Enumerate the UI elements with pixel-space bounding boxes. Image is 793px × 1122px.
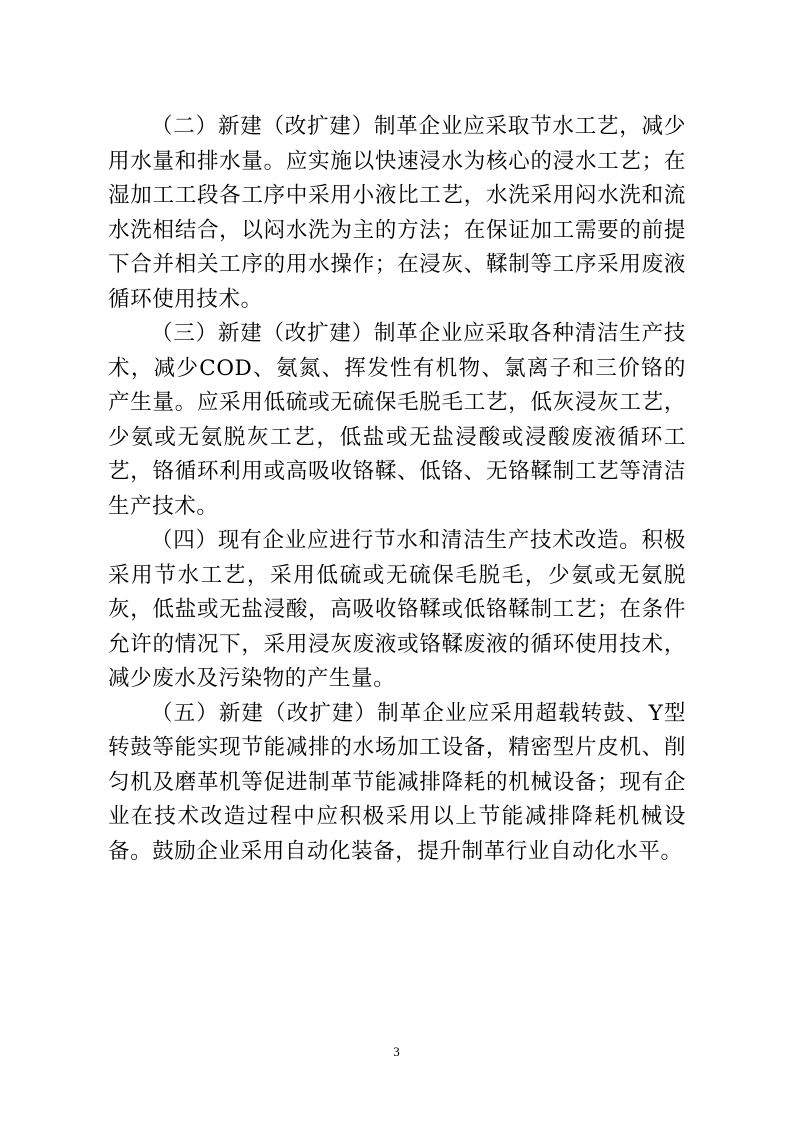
paragraph-2: （二）新建（改扩建）制革企业应采取节水工艺，减少用水量和排水量。应实施以快速浸水为核心的浸水工艺；在湿加工工段各工序中采用小液比工艺，水洗采用闷水洗和流水洗相结合，以闷水洗为主的方法；在保证加工需要的前提下合并相关工序的用水操作；在浸灰、鞣制等工序采用废液循环使用技术。 <box>108 114 686 312</box>
paragraph-5: （五）新建（改扩建）制革企业应采用超载转鼓、Y型转鼓等能实现节能减排的水场加工设备，精密型片皮机、削匀机及磨革机等促进制革节能减排降耗的机械设备；现有企业在技术改造过程中应积极采用以上节能减排降耗机械设备。鼓励企业采用自动化装备，提升制革行业自动化水平。 <box>108 700 686 864</box>
page-number: 3 <box>393 1044 400 1059</box>
document-body <box>108 110 686 869</box>
paragraph-4: （四）现有企业应进行节水和清洁生产技术改造。积极采用节水工艺，采用低硫或无硫保毛脱毛，少氨或无氨脱灰，低盐或无盐浸酸，高吸收铬鞣或低铬鞣制工艺；在条件允许的情况下，采用浸灰废液或铬鞣废液的循环使用技术，减少废水及污染物的产生量。 <box>108 528 686 691</box>
paragraph-3: （三）新建（改扩建）制革企业应采取各种清洁生产技术，减少COD、氨氮、挥发性有机物、氯离子和三价铬的产生量。应采用低硫或无硫保毛脱毛工艺，低灰浸灰工艺，少氨或无氨脱灰工艺，低盐或无盐浸酸或浸酸废液循环工艺，铬循环利用或高吸收铬鞣、低铬、无铬鞣制工艺等清洁生产技术。 <box>108 321 686 519</box>
